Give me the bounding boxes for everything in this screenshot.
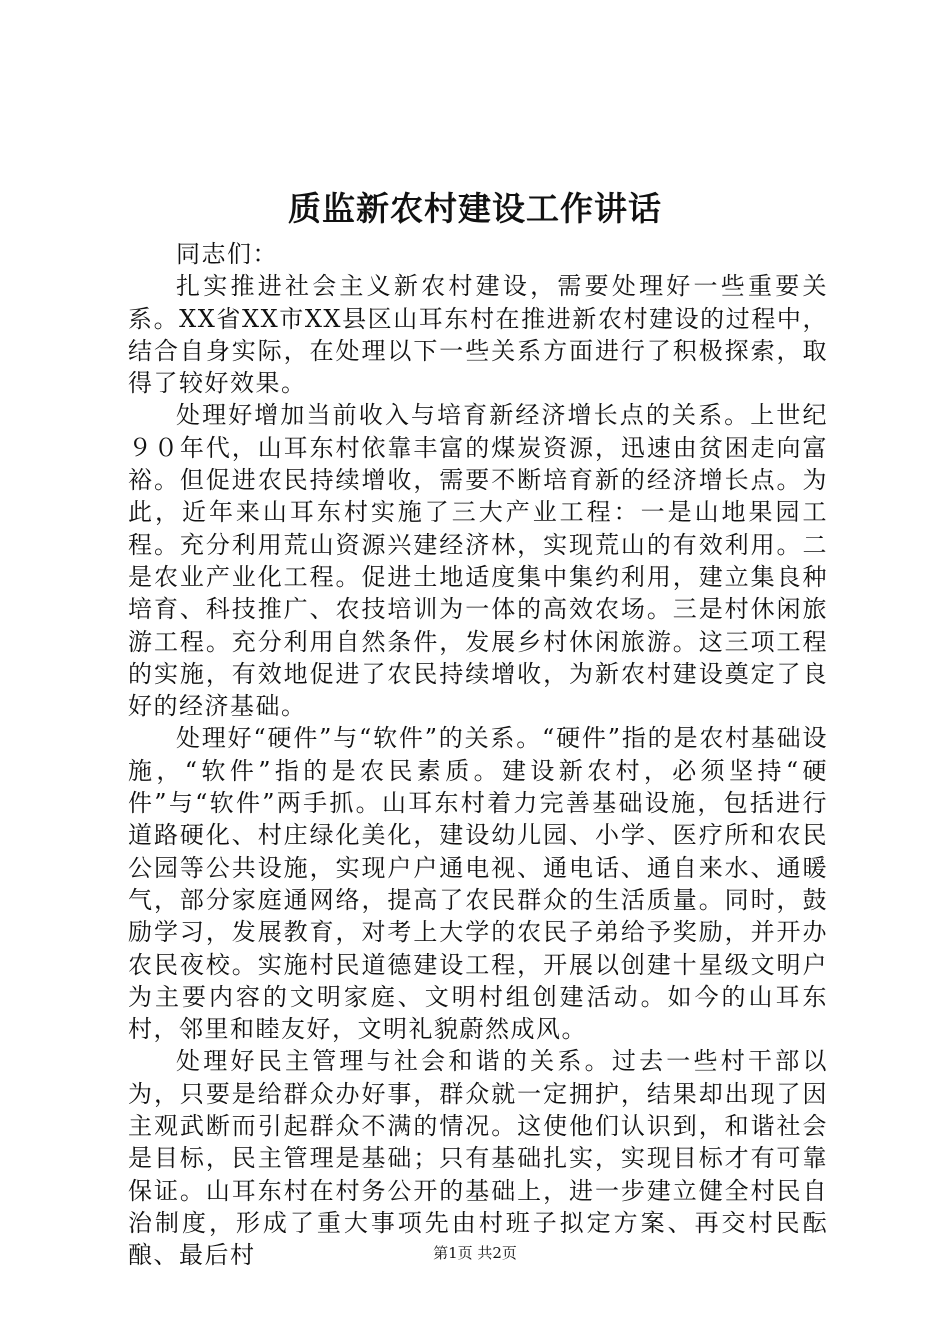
page-footer: 第1页 共2页 bbox=[433, 1244, 517, 1262]
paragraph-democracy: 处理好民主管理与社会和谐的关系。过去一些村干部以为，只要是给群众办好事，群众就一定拥护，结果却出现了因主观武断而引起群众不满的情况。这使他们认识到，和谐社会是目标，民主管理是基础；只有基础扎实，实现目标才有可靠保证。山耳东村在村务公开的基础上，进一步建立健全村民自治制度，形成了重大事项先由村班子拟定方案、再交村民酝酿、最后村 bbox=[128, 1047, 828, 1270]
paragraph-hardware-software: 处理好“硬件”与“软件”的关系。“硬件”指的是农村基础设施，“软件”指的是农民素质。建设新农村，必须坚持“硬件”与“软件”两手抓。山耳东村着力完善基础设施，包括进行道路硬化、村庄绿化美化，建设幼儿园、小学、医疗所和农民公园等公共设施，实现户户通电视、通电话、通自来水、通暖气，部分家庭通网络，提高了农民群众的生活质量。同时，鼓励学习，发展教育，对考上大学的农民子弟给予奖励，并开办农民夜校。实施村民道德建设工程，开展以创建十星级文明户为主要内容的文明家庭、文明村组创建活动。如今的山耳东村，邻里和睦友好，文明礼貌蔚然成风。 bbox=[128, 724, 828, 1044]
document-body bbox=[128, 238, 828, 1272]
paragraph-intro: 扎实推进社会主义新农村建设，需要处理好一些重要关系。XX省XX市XX县区山耳东村在推进新农村建设的过程中，结合自身实际，在处理以下一些关系方面进行了积极探索，取得了较好效果。 bbox=[128, 272, 828, 398]
document-title: 质监新农村建设工作讲话 bbox=[288, 189, 662, 228]
salutation: 同志们： bbox=[176, 240, 278, 268]
paragraph-income: 处理好增加当前收入与培育新经济增长点的关系。上世纪９０年代，山耳东村依靠丰富的煤炭资源，迅速由贫困走向富裕。但促进农民持续增收，需要不断培育新的经济增长点。为此，近年来山耳东村实施了三大产业工程：一是山地果园工程。充分利用荒山资源兴建经济林，实现荒山的有效利用。二是农业产业化工程。促进土地适度集中集约利用，建立集良种培育、科技推广、农技培训为一体的高效农场。三是村休闲旅游工程。充分利用自然条件，发展乡村休闲旅游。这三项工程的实施，有效地促进了农民持续增收，为新农村建设奠定了良好的经济基础。 bbox=[128, 401, 828, 721]
